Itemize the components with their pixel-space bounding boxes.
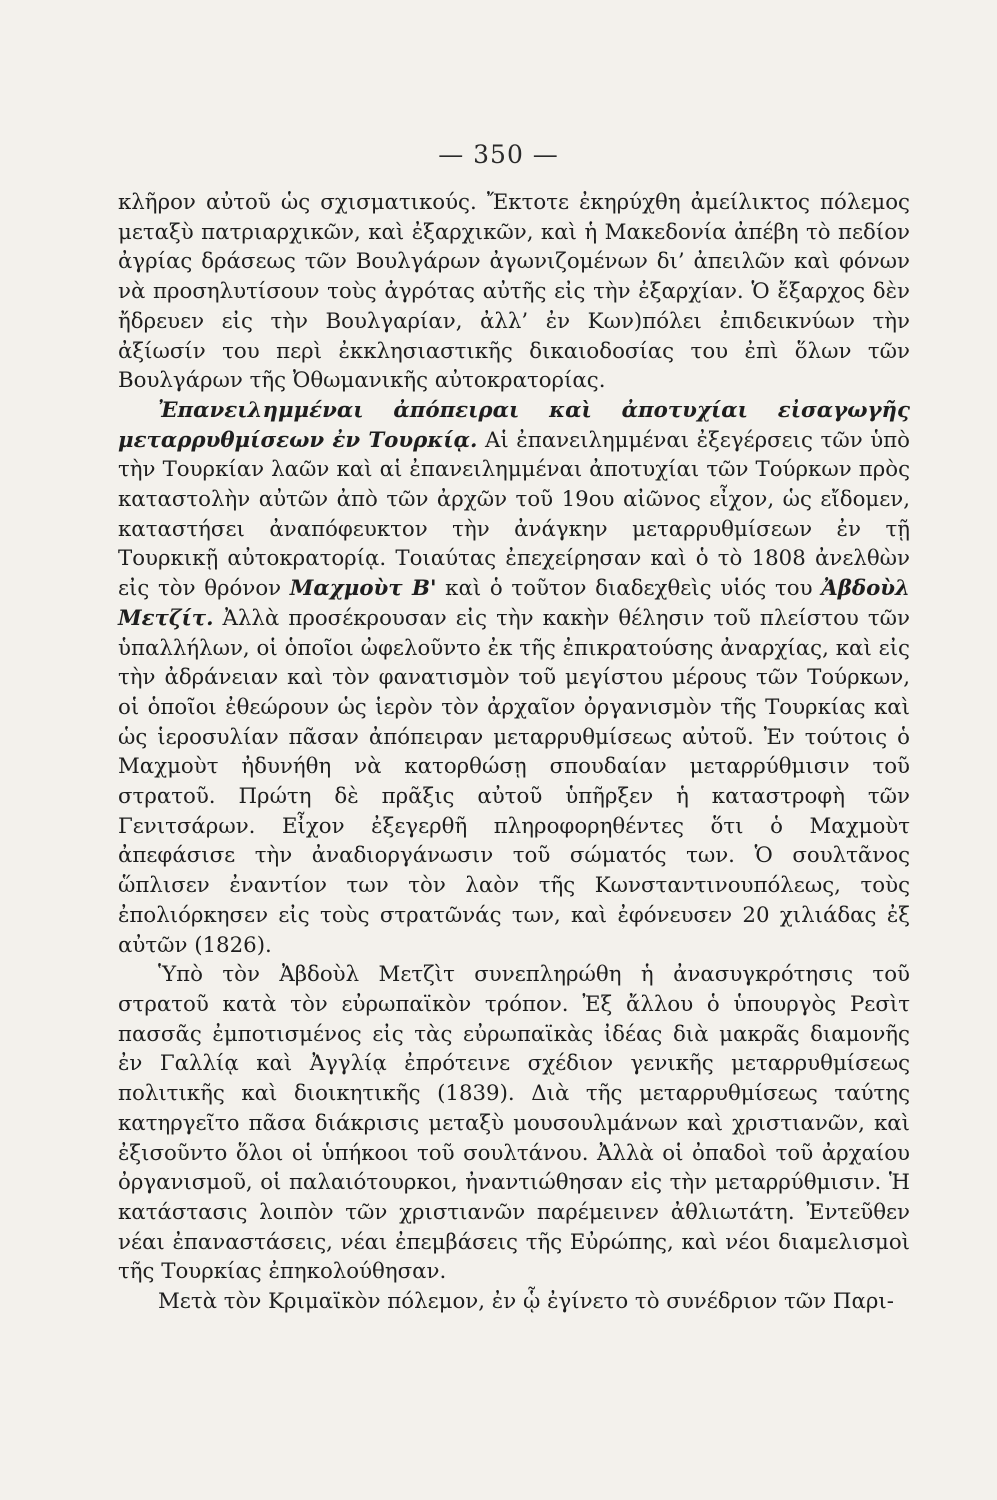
paragraph-2-part-c: Ἀλλὰ προσέκρουσαν εἰς τὴν κακὴν θέλησιν τοῦ πλείστου τῶν ὑπαλλήλων, οἱ ὁποῖοι ὠφελοῦντο ἐκ τῆς ἐπικρατούσης ἀναρχίας, καὶ εἰς τὴν ἀδράνειαν καὶ τὸν φανατισμὸν τοῦ μεγίστου μέρους τῶν Τούρκων, οἱ ὁποῖοι ἐθεώρουν ὡς ἱερὸν τὸν ἀρχαῖον ὀργανισμὸν τῆς Τουρκίας καὶ ὡς ἱεροσυλίαν πᾶσαν ἀπόπειραν μεταρρυθμίσεως αὐτοῦ. Ἐν τούτοις ὁ Μαχμοὺτ ἠδυνήθη νὰ κατορθώσῃ σπουδαίαν μεταρρύθμισιν τοῦ στρατοῦ. Πρώτη δὲ πρᾶξις αὐτοῦ ὑπῆρξεν ἡ καταστροφὴ τῶν Γενιτσάρων. Εἶχον ἐξεγερθῆ πληροφορηθέντες ὅτι ὁ Μαχμοὺτ ἀπεφάσισε τὴν ἀναδιοργάνωσιν τοῦ σώματός των. Ὁ σουλτᾶνος ὥπλισεν ἐναντίον των τὸν λαὸν τῆς Κωνσταντινουπόλεως, τοὺς ἐπολιόρκησεν εἰς τοὺς στρατῶνάς των, καὶ ἐφόνευσεν 20 χιλιάδας ἐξ αὐτῶν (1826). xyxy=(118,605,910,958)
name-mahmud: Μαχμοὺτ Β' xyxy=(289,576,437,602)
paragraph-2-part-b: καὶ ὁ τοῦτον διαδεχθεὶς υἱός του xyxy=(436,576,822,602)
paragraph-2 xyxy=(118,396,910,960)
paragraph-1: κλῆρον αὐτοῦ ὡς σχισματικούς. Ἔκτοτε ἐκηρύχθη ἀμείλικτος πόλεμος μεταξὺ πατριαρχικῶν, καὶ ἐξαρχικῶν, καὶ ἡ Μακεδονία ἀπέβη τὸ πεδίον ἀγρίας δράσεως τῶν Βουλγάρων ἀγωνιζομένων δι’ ἀπειλῶν καὶ φόνων νὰ προσηλυτίσουν τοὺς ἀγρότας αὐτῆς εἰς τὴν ἐξαρχίαν. Ὁ ἔξαρχος δὲν ἤδρευεν εἰς τὴν Βουλγαρίαν, ἀλλ’ ἐν Κων)πόλει ἐπιδεικνύων τὴν ἀξίωσίν του περὶ ἐκκλησιαστικῆς δικαιοδοσίας του ἐπὶ ὅλων τῶν Βουλγάρων τῆς Ὀθωμανικῆς αὐτοκρατορίας. xyxy=(118,190,910,394)
name-abdul-mecid: Ἀβδοὺλ Μετζίτ. xyxy=(118,576,910,631)
section-heading: Ἐπανειλημμέναι ἀπόπειραι καὶ ἀποτυχίαι εἰσαγωγῆς μεταρρυθμίσεων ἐν Τουρκίᾳ. xyxy=(118,397,910,453)
body-text xyxy=(118,188,910,1317)
paragraph-4: Μετὰ τὸν Κριμαϊκὸν πόλεμον, ἐν ᾧ ἐγίνετο τὸ συνέδριον τῶν Παρι- xyxy=(158,1289,894,1315)
paragraph-3: Ὑπὸ τὸν Ἀβδοὺλ Μετζὶτ συνεπληρώθη ἡ ἀνασυγκρότησις τοῦ στρατοῦ κατὰ τὸν εὐρωπαϊκὸν τρόπον. Ἐξ ἄλλου ὁ ὑπουργὸς Ρεσὶτ πασσᾶς ἐμποτισμένος εἰς τὰς εὐρωπαϊκὰς ἰδέας διὰ μακρᾶς διαμονῆς ἐν Γαλλίᾳ καὶ Ἀγγλίᾳ ἐπρότεινε σχέδιον γενικῆς μεταρρυθμίσεως πολιτικῆς καὶ διοικητικῆς (1839). Διὰ τῆς μεταρρυθμίσεως ταύτης κατηργεῖτο πᾶσα διάκρισις μεταξὺ μουσουλμάνων καὶ χριστιανῶν, καὶ ἐξισοῦντο ὅλοι οἱ ὑπήκοοι τοῦ σουλτάνου. Ἀλλὰ οἱ ὀπαδοὶ τοῦ ἀρχαίου ὀργανισμοῦ, οἱ παλαιότουρκοι, ἠναντιώθησαν εἰς τὴν μεταρρύθμισιν. Ἡ κατάστασις λοιπὸν τῶν χριστιανῶν παρέμεινεν ἀθλιωτάτη. Ἐντεῦθεν νέαι ἐπαναστάσεις, νέαι ἐπεμβάσεις τῆς Εὐρώπης, καὶ νέοι διαμελισμοὶ τῆς Τουρκίας ἐπηκολούθησαν. xyxy=(118,962,910,1285)
paragraph-2-part-a: Αἱ ἐπανειλημμέναι ἐξεγέρσεις τῶν ὑπὸ τὴν Τουρκίαν λαῶν καὶ αἱ ἐπανειλημμέναι ἀποτυχίαι τῶν Τούρκων πρὸς καταστολὴν αὐτῶν ἀπὸ τῶν ἀρχῶν τοῦ 19ου αἰῶνος εἶχον, ὡς εἴδομεν, καταστήσει ἀναπόφευκτον τὴν ἀνάγκην μεταρρυθμίσεων ἐν τῇ Τουρκικῇ αὐτοκρατορίᾳ. Τοιαύτας ἐπεχείρησαν καὶ ὁ τὸ 1808 ἀνελθὼν εἰς τὸν θρόνον xyxy=(118,427,910,602)
page-number: — 350 — xyxy=(438,140,559,169)
